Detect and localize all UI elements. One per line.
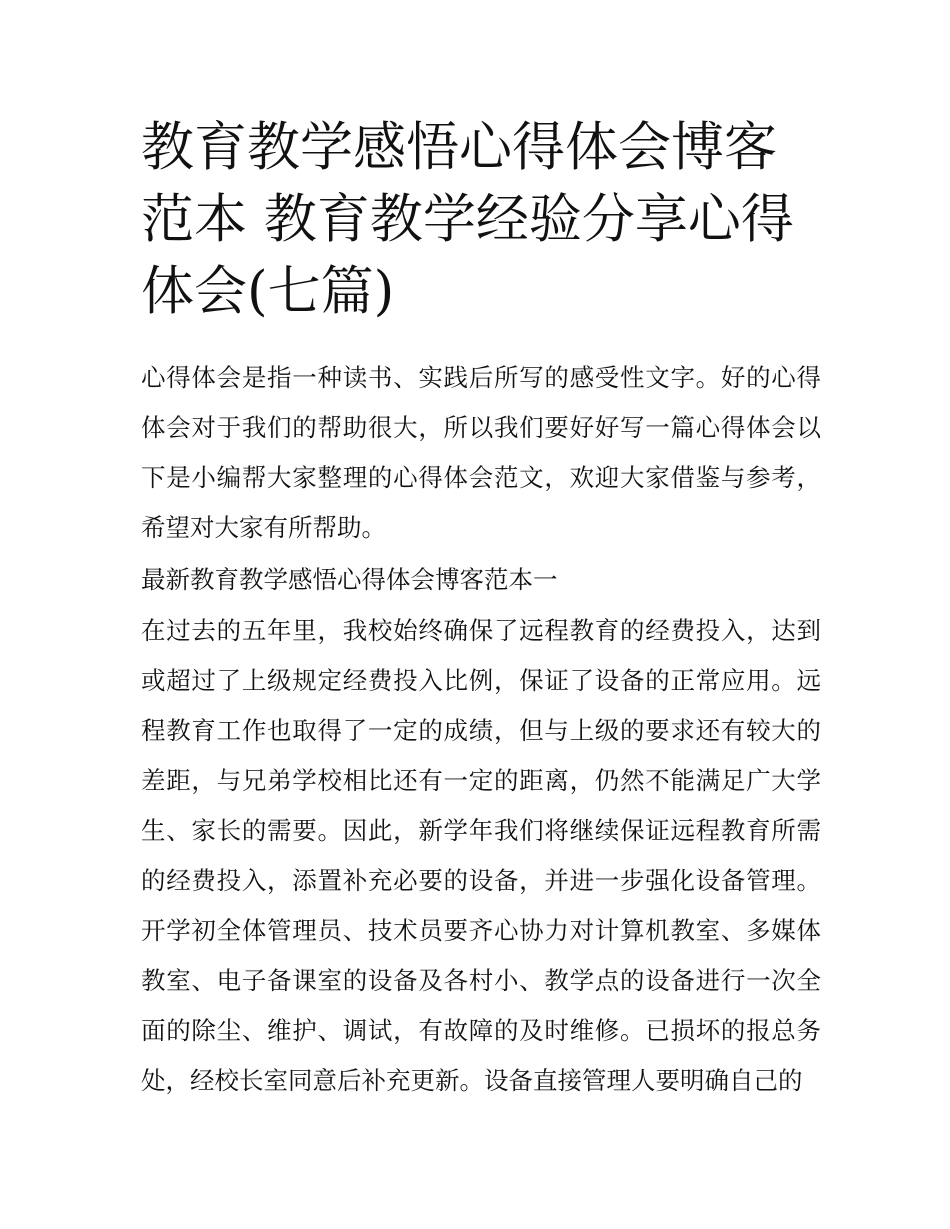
document-title: 教育教学感悟心得体会博客范本 教育教学经验分享心得体会(七篇) [141,117,794,322]
section-paragraph: 在过去的五年里，我校始终确保了远程教育的经费投入，达到或超过了上级规定经费投入比例，保证了设备的正常应用。远程教育工作也取得了一定的成绩，但与上级的要求还有较大的差距，与兄弟学校相比还有一定的距离，仍然不能满足广大学生、家长的需要。因此，新学年我们将继续保证远程教育所需的经费投入，添置补充必要的设备，并进一步强化设备管理。开学初全体管理员、技术员要齐心协力对计算机教室、多媒体教室、电子备课室的设备及各村小、教学点的设备进行一次全面的除尘、维护、调试，有故障的及时维修。已损坏的报总务处，经校长室同意后补充更新。设备直接管理人要明确自己的 [141,616,821,1095]
section-heading: 最新教育教学感悟心得体会博客范本一 [141,565,558,594]
intro-paragraph: 心得体会是指一种读书、实践后所写的感受性文字。好的心得体会对于我们的帮助很大，所以我们要好好写一篇心得体会以下是小编帮大家整理的心得体会范文，欢迎大家借鉴与参考，希望对大家有所帮助。 [141,363,821,542]
